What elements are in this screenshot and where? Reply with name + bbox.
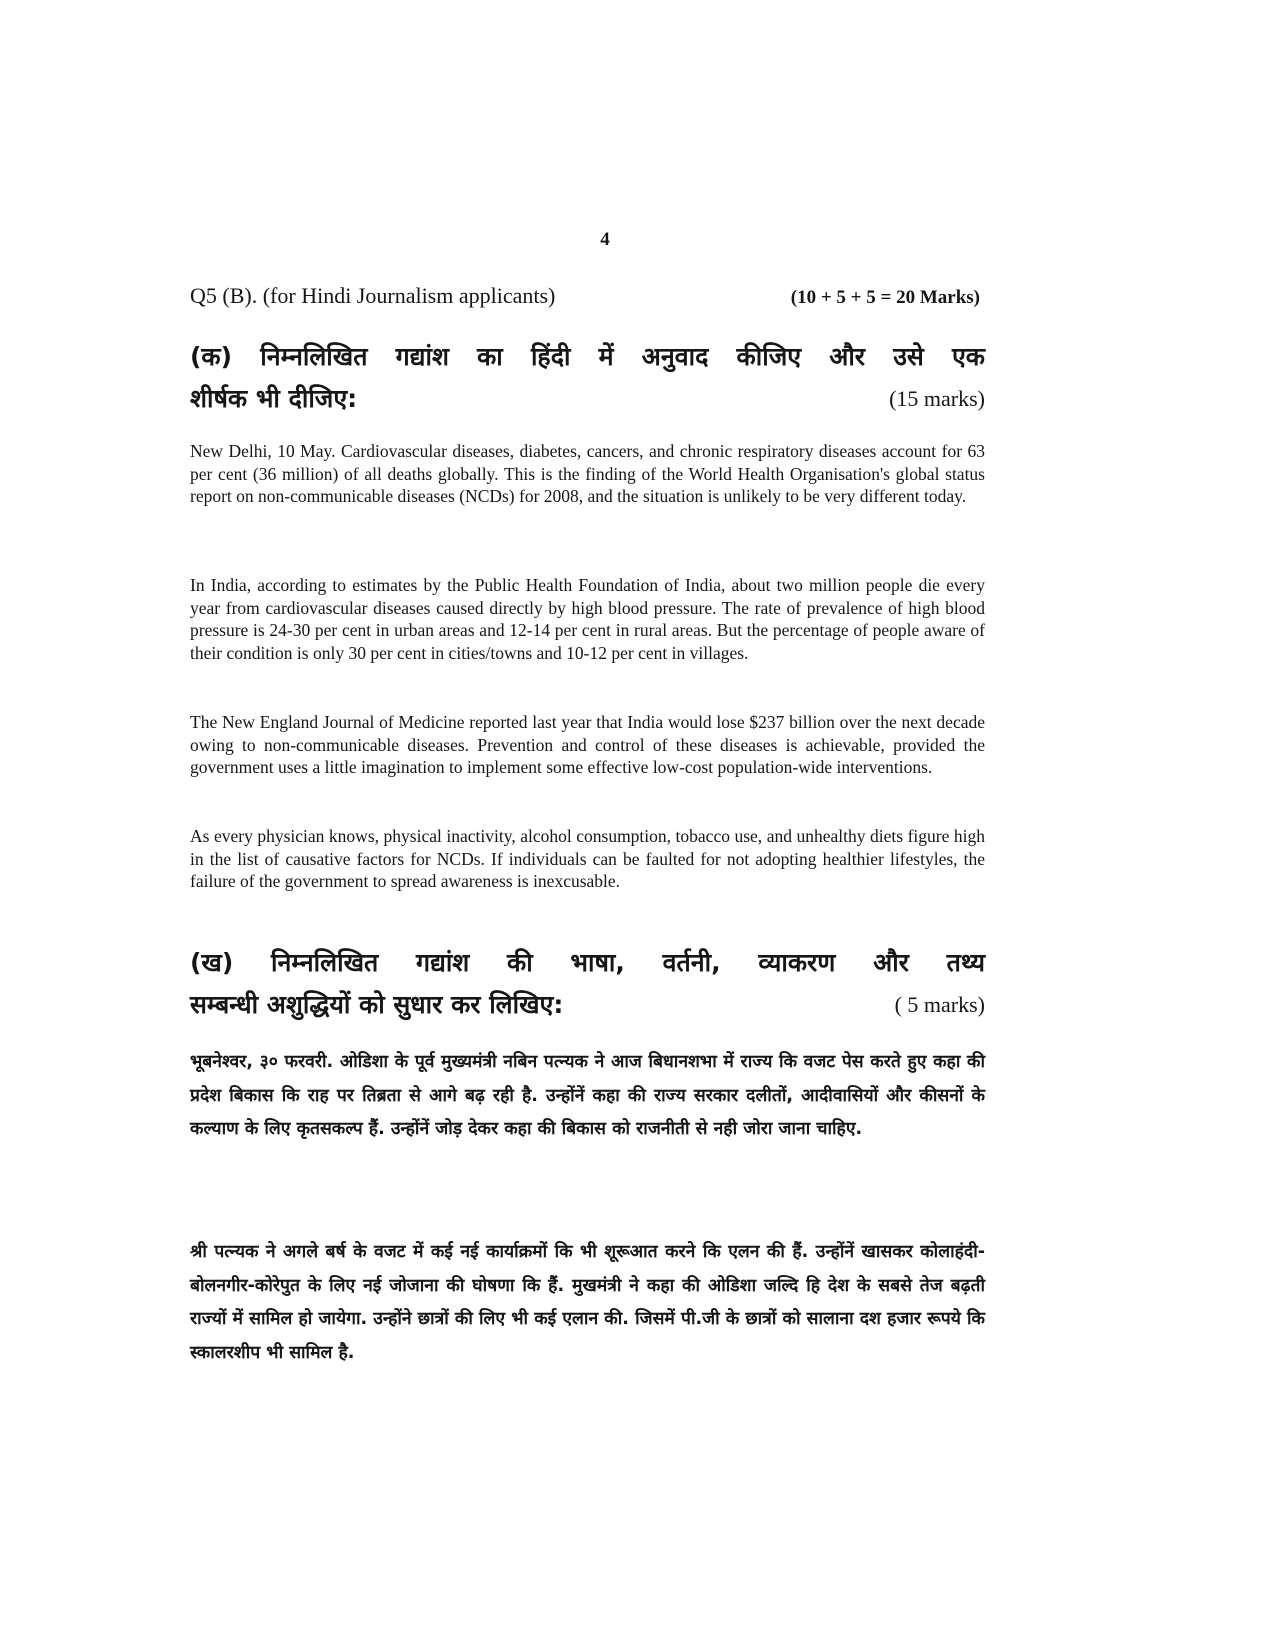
- section-a-paragraph-1: New Delhi, 10 May. Cardiovascular diseases, diabetes, cancers, and chronic respiratory diseases account for 63 per cent (36 million) of all deaths globally. This is the finding of the World Health Organisation's global status report on non-communicable diseases (NCDs) for 2008, and the situation is unlikely to be very different today.: [190, 441, 985, 506]
- section-b-marks: ( 5 marks): [894, 992, 985, 1017]
- section-a-paragraph-3: The New England Journal of Medicine reported last year that India would lose $237 billion over the next decade owing to non-communicable diseases. Prevention and control of these diseases is achievable, provided the government uses a little imagination to implement some effective low-cost population-wide interventions.: [190, 712, 985, 777]
- question-marks: (10 + 5 + 5 = 20 Marks): [790, 287, 980, 308]
- section-a-paragraph-2: In India, according to estimates by the Public Health Foundation of India, about two million people die every year from cardiovascular diseases caused directly by high blood pressure. The rate of prevalence of high blood pressure is 24-30 per cent in urban areas and 12-14 per cent in rural areas. But the percentage of people aware of their condition is only 30 per cent in cities/towns and 10-12 per cent in villages.: [190, 575, 985, 663]
- section-a-heading-text: शीर्षक भी दीजिए:: [190, 384, 358, 413]
- question-title: Q5 (B). (for Hindi Journalism applicants): [190, 283, 556, 308]
- section-b-paragraph-1: भूबनेश्वर, ३० फरवरी. ओडिशा के पूर्व मुख्यमंत्री नबिन पत्न्यक ने आज बिधानशभा में राज्य कि वजट पेस करते हुए कहा की प्रदेश बिकास कि राह पर तिब्रता से आगे बढ़ रही है. उन्होंनें कहा की राज्य सरकार दलीतों, आदीवासियों और कीसनों के कल्याण के लिए कृतसकल्प हैं. उन्होंनें जोड़ देकर कहा की बिकास को राजनीती से नही जोरा जाना चाहिए.: [190, 1052, 985, 1139]
- section-a-paragraph-4: As every physician knows, physical inactivity, alcohol consumption, tobacco use, and unhealthy diets figure high in the list of causative factors for NCDs. If individuals can be faulted for not adopting healthier lifestyles, the failure of the government to spread awareness is inexcusable.: [190, 826, 985, 891]
- section-a-marks: (15 marks): [889, 386, 985, 411]
- section-b-paragraph-2: श्री पत्न्यक ने अगले बर्ष के वजट में कई नई कार्याक्रमों कि भी शूरूआत करने कि एलन की हैं. उन्होंनें खासकर कोलाहंदी-बोलनगीर-कोरेपुत के लिए नई जोजाना की घोषणा कि हैं. मुखमंत्री ने कहा की ओडिशा जल्दि हि देश के सबसे तेज बढ़ती राज्यों में सामिल हो जायेगा. उन्होंने छात्रों की लिए भी कई एलान की. जिसमें पी.जी के छात्रों को सालाना दश हजार रूपये कि स्कालरशीप भी सामिल है.: [190, 1242, 985, 1363]
- section-b-heading-text: सम्बन्धी अशुद्धियों को सुधार कर लिखिए:: [190, 990, 564, 1019]
- section-b-heading-line2: [190, 984, 985, 1027]
- section-b-heading: (ख) निम्नलिखित गद्यांश की भाषा, वर्तनी, व्याकरण और तथ्य: [190, 948, 985, 977]
- section-a-heading-line2: [190, 378, 985, 421]
- section-a-heading: (क) निम्नलिखित गद्यांश का हिंदी में अनुवाद कीजिए और उसे एक: [190, 342, 985, 371]
- page-number: 4: [600, 229, 610, 250]
